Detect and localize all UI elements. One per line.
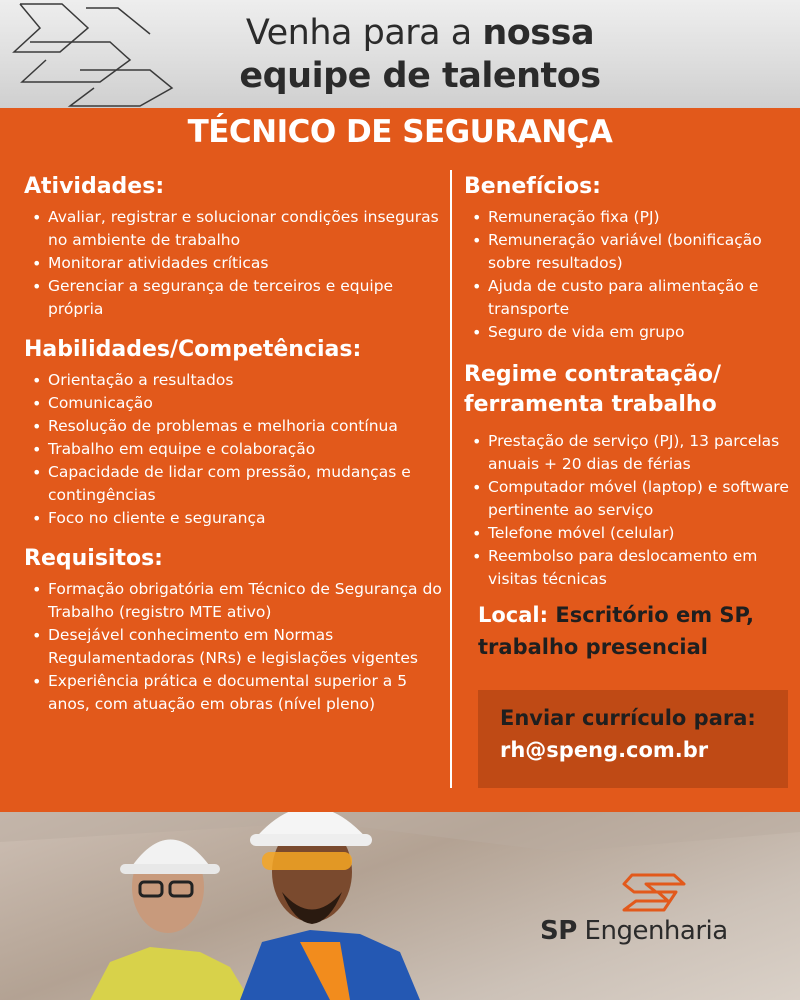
list-item: • Formação obrigatória em Técnico de Segurança do Trabalho (registro MTE ativo) [48,578,444,624]
list-item: • Gerenciar a segurança de terceiros e equipe própria [48,275,444,321]
requisitos-list [24,578,444,716]
list-item: • Comunicação [48,392,444,415]
work-location [478,599,790,663]
list-item: • Ajuda de custo para alimentação e transporte [488,275,790,321]
headline [180,12,660,98]
headline-bold: nossa [482,13,595,53]
list-item: • Orientação a resultados [48,369,444,392]
list-item: • Resolução de problemas e melhoria contínua [48,415,444,438]
logo-name: Engenharia [576,916,728,946]
habilidades-list [24,369,444,530]
company-logo [540,872,780,952]
list-item: • Prestação de serviço (PJ), 13 parcelas anuais + 20 dias de férias [488,430,790,476]
list-item: • Remuneração variável (bonificação sobre resultados) [488,229,790,275]
atividades-list [24,206,444,321]
list-item: • Desejável conhecimento em Normas Regulamentadoras (NRs) e legislações vigentes [48,624,444,670]
logo-wordmark [540,916,728,946]
headline-line2: equipe de talentos [239,56,601,96]
cta-box [478,690,788,788]
headline-regular: Venha para a [245,13,483,53]
list-item: • Capacidade de lidar com pressão, mudanças e contingências [48,461,444,507]
cta-label: Enviar currículo para: [500,706,756,730]
arrow-deco-icon [0,0,190,108]
list-item: • Experiência prática e documental superior a 5 anos, com atuação em obras (nível pleno) [48,670,444,716]
sp-logo-icon [618,872,688,914]
location-value: Escritório em SP, trabalho presencial [478,603,755,659]
list-item: • Telefone móvel (celular) [488,522,790,545]
job-title: TÉCNICO DE SEGURANÇA [187,114,613,150]
requisitos-heading: Requisitos: [24,546,163,571]
list-item: • Foco no cliente e segurança [48,507,444,530]
logo-initials: SP [540,916,577,946]
list-item: • Reembolso para deslocamento em visitas técnicas [488,545,790,591]
beneficios-heading: Benefícios: [464,174,601,199]
location-label: Local: [478,603,556,627]
list-item: • Remuneração fixa (PJ) [488,206,790,229]
regime-heading [464,360,790,420]
regime-heading-line1: Regime contratação/ [464,362,722,387]
regime-heading-line2: ferramenta trabalho [464,392,717,417]
left-column [24,172,444,724]
list-item: • Monitorar atividades críticas [48,252,444,275]
atividades-heading: Atividades: [24,174,165,199]
header-banner [0,0,800,108]
habilidades-heading: Habilidades/Competências: [24,337,362,362]
list-item: • Seguro de vida em grupo [488,321,790,344]
list-item: • Trabalho em equipe e colaboração [48,438,444,461]
list-item: • Computador móvel (laptop) e software pertinente ao serviço [488,476,790,522]
list-item: • Avaliar, registrar e solucionar condições inseguras no ambiente de trabalho [48,206,444,252]
column-divider [450,170,452,788]
regime-list [464,430,790,591]
cta-email-link[interactable]: rh@speng.com.br [500,738,709,762]
right-column [464,172,790,663]
beneficios-list [464,206,790,344]
